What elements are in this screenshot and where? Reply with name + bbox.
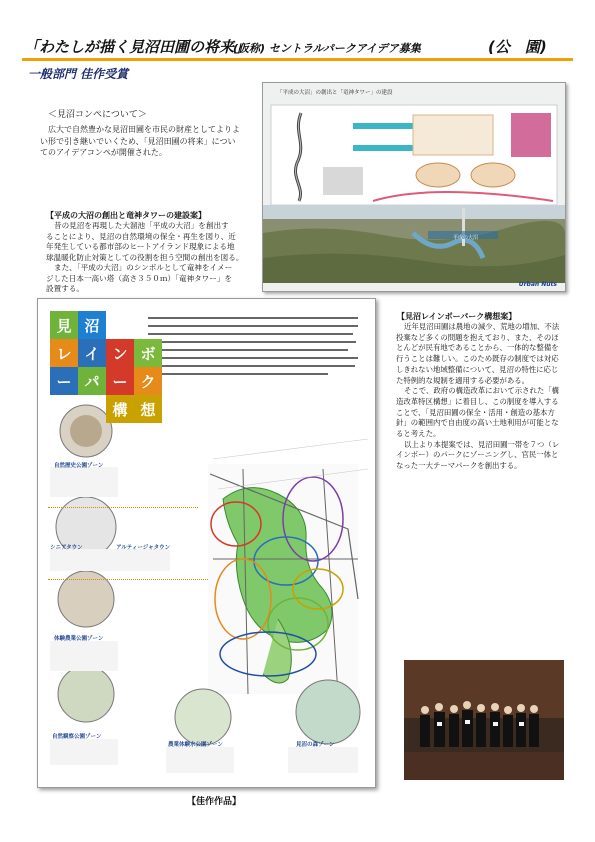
section1-line: ることにより、見沼の自然環境の保全・再生を図り、近 (46, 231, 236, 241)
section1-line: ジした日本一高い塔（高さ３５０ｍ）「竜神タワー」を (46, 273, 233, 283)
title-char: レ (50, 339, 78, 367)
proposal-board-tower (262, 82, 566, 292)
title-char: 見 (50, 311, 78, 339)
section2-line: 投棄など多くの問題を抱えており、また、そのほ (396, 332, 559, 342)
divider (48, 579, 208, 580)
award-label: 一般部門 佳作受賞 (28, 67, 129, 81)
section2-line: 近年見沼田圃は農地の減少、荒地の増加、不法 (404, 322, 560, 331)
title-char: ボ (134, 339, 162, 367)
section1-line: 年発生している都市部のヒートアイランド現象による地 (46, 242, 235, 251)
intro-text (40, 124, 255, 159)
title-underline (22, 58, 573, 61)
section2-text (396, 322, 574, 472)
title-char: ン (106, 339, 134, 367)
section1-line: 昔の見沼を再現した大溜池「平成の大沼」を創出す (54, 221, 229, 230)
zone-label: 見沼の森ゾーン (296, 742, 335, 748)
section2-heading: 【見沼レインボーパーク構想案】 (397, 312, 517, 321)
title-char: 構 (106, 395, 134, 423)
title-char: ー (50, 367, 78, 395)
proposal-board-illustration (263, 83, 565, 291)
title-char: パ (78, 367, 106, 395)
section2-line: た特例的な規制を適用する必要がある。 (396, 375, 530, 385)
section1-line: 設置する。 (46, 284, 84, 293)
award-ceremony-photo (404, 660, 564, 780)
section2-line: 以上より本提案では、見沼田圃一帯を７つ（レ (404, 439, 560, 449)
category-label: (公 園) (488, 38, 547, 56)
section2-line: そこで、政府の構造改革において示された「構 (404, 386, 560, 396)
title-char: 沼 (78, 311, 106, 339)
board-heading: 「平成の大沼」の創出と「竜神タワー」の建設 (277, 90, 393, 96)
zone-label: 体験農業公園ゾーン (54, 636, 104, 642)
section2-line: 造改革特区構想」に着目し、この制度を導入する (396, 396, 559, 406)
section1-line: 球温暖化防止対策としての役割を担う空間の創出を図る。 (46, 252, 244, 262)
ceremony-illustration (404, 660, 564, 780)
section2-line: 行うことは難しい。このため既存の制度では対応 (396, 354, 559, 364)
lake-label: 平成の大沼 (453, 235, 479, 241)
proposal-board-rainbow-park (37, 298, 376, 788)
title-char: 想 (134, 395, 162, 423)
section2-line: しきれない地域整備について、見沼の特性に応じ (396, 364, 559, 374)
section1-text (46, 221, 256, 295)
title-char: ー (106, 367, 134, 395)
intro-line: 広大で自然豊かな見沼田圃を市民の財産としてよりよ (48, 125, 240, 134)
section2-line: とんどが民有地であることから、一体的な整備を (396, 343, 559, 353)
section2-line: ことで、「見沼田圃の保全・活用・創造の基本方 (396, 407, 555, 417)
section1-line: また、「平成の大沼」のシンボルとして竜神をイメー (54, 263, 233, 272)
artwork-caption: 【佳作作品】 (187, 797, 242, 807)
zone-label: 農業体験水公園ゾーン (168, 742, 223, 748)
page-subtitle: (仮称) セントラルパークアイデア募集 (233, 42, 421, 55)
title-char: イ (78, 339, 106, 367)
section2-line: 針」の範囲内で自由度の高い土地利用が可能とな (396, 418, 559, 428)
title-char: ク (134, 367, 162, 395)
zone-label: シニアタウン (50, 545, 83, 551)
zone-label: 自然歴史公園ゾーン (54, 463, 104, 469)
intro-heading: ＜見沼コンペについて＞ (48, 110, 147, 120)
page-title: 「わたしが描く見沼田圃の将来」 (24, 38, 250, 56)
divider (48, 507, 198, 508)
section2-line: ると考えた。 (396, 429, 441, 439)
section2-line: インボー）のパークにゾーニングし、官民一体と (396, 450, 559, 460)
section1-heading: 【平成の大沼の創出と竜神タワーの建設案】 (46, 211, 206, 220)
board-credit: Urban Nuts (518, 281, 557, 288)
section2-line: なった一大テーマパークを創出する。 (396, 461, 522, 471)
zone-label: 自然観察公園ゾーン (52, 734, 102, 740)
zone-label: アルティージャタウン (116, 545, 171, 551)
intro-line: い形で引き継いでいくため、「見沼田圃の将来」につい (40, 136, 236, 146)
intro-line: てのアイデアコンペが開催された。 (40, 148, 167, 157)
